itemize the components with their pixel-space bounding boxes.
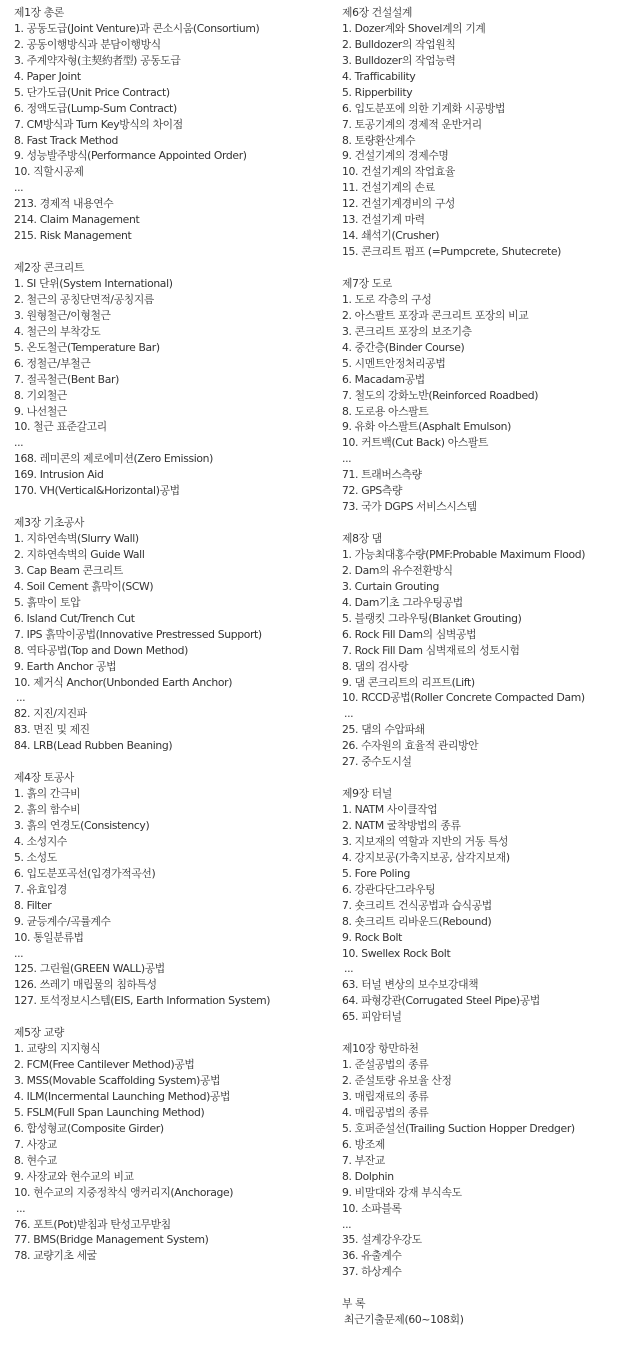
toc-item: 5. 블랭킷 그라우팅(Blanket Grouting): [342, 611, 522, 625]
toc-item: 82. 지진/지진파: [14, 707, 87, 721]
chapter-title: 제9장 터널: [342, 787, 392, 801]
toc-item: 4. 소성지수: [14, 834, 68, 848]
toc-item: 8. 도로용 아스팔트: [342, 404, 429, 418]
chapter-section: [14, 260, 332, 499]
chapter-title: 제8장 댐: [342, 532, 382, 546]
toc-item: 1. 준설공법의 종류: [342, 1058, 429, 1072]
chapter-section: [14, 5, 332, 244]
toc-item: 1. Dozer계와 Shovel계의 기계: [342, 21, 486, 35]
toc-item: 9. 사장교와 현수교의 비교: [14, 1169, 134, 1183]
chapter-title: 제10장 항만하천: [342, 1042, 419, 1056]
toc-item: 2. FCM(Free Cantilever Method)공법: [14, 1058, 195, 1072]
toc-item: 5. 시멘트안정처리공법: [342, 356, 446, 370]
toc-item: 2. NATM 굴착방법의 종류: [342, 819, 461, 832]
toc-item: 83. 면진 및 제진: [14, 723, 90, 737]
chapter-section: [342, 1041, 627, 1280]
toc-item: 6. 정액도급(Lump-Sum Contract): [14, 101, 177, 115]
toc-item: 14. 쇄석기(Crusher): [342, 229, 440, 243]
chapter-title: 제2장 콘크리트: [14, 261, 85, 275]
toc-item: 64. 파형강관(Corrugated Steel Pipe)공법: [342, 994, 540, 1008]
toc-item: 126. 쓰레기 매립물의 침하특성: [14, 978, 157, 992]
toc-item: 5. 호퍼준설선(Trailing Suction Hopper Dredger): [342, 1121, 575, 1135]
toc-item: 8. 숏크리트 리바운드(Rebound): [342, 914, 492, 928]
toc-item: 4. 중간층(Binder Course): [342, 340, 465, 354]
toc-item: 63. 터널 변상의 보수보강대책: [342, 978, 479, 992]
toc-item: 10. RCCD공법(Roller Concrete Compacted Dam): [342, 691, 585, 705]
toc-item: 6. Rock Fill Dam의 심벽공법: [342, 627, 477, 641]
toc-item: 72. GPS측량: [342, 484, 403, 498]
toc-item: 1. SI 단위(System International): [14, 277, 173, 290]
toc-item: 9. Earth Anchor 공법: [14, 659, 117, 673]
toc-item: 3. 흙의 연경도(Consistency): [14, 819, 150, 832]
toc-item: 10. 통일분류법: [14, 930, 84, 944]
toc-item: 6. 방조제: [342, 1137, 385, 1151]
toc-item: 37. 하상계수: [342, 1265, 402, 1279]
toc-item: 9. 건설기계의 경제수명: [342, 149, 449, 163]
toc-item: 1. NATM 사이클작업: [342, 803, 438, 817]
chapter-title: 제1장 총론: [14, 6, 64, 19]
toc-item: 4. 강지보공(가축지보공, 삼각지보재): [342, 850, 510, 864]
toc-item: 7. 절곡철근(Bent Bar): [14, 372, 119, 386]
toc-item: 2. Bulldozer의 작업원칙: [342, 37, 456, 51]
chapter-section: [342, 1296, 627, 1328]
toc-item: 8. 기외철근: [14, 388, 68, 402]
toc-item: 4. Soil Cement 흙막이(SCW): [14, 579, 154, 593]
toc-item: 7. 숏크리트 건식공법과 습식공법: [342, 898, 492, 912]
toc-item: 3. 원형철근/이형철근: [14, 308, 111, 322]
toc-item: 9. 유화 아스팔트(Asphalt Emulson): [342, 420, 511, 434]
ellipsis-marker: ...: [14, 436, 24, 450]
toc-item: 2. 흙의 함수비: [14, 803, 81, 817]
toc-item: 10. 제거식 Anchor(Unbonded Earth Anchor): [14, 675, 233, 689]
toc-item: 최근기출문제(60~108회): [344, 1313, 464, 1327]
toc-item: 10. 현수교의 지중정착식 앵커리지(Anchorage): [14, 1185, 234, 1199]
chapter-title: 제5장 교량: [14, 1026, 64, 1040]
chapter-section: [342, 531, 627, 770]
toc-item: 76. 포트(Pot)받침과 탄성고무받침: [14, 1217, 171, 1231]
ellipsis-marker: ...: [14, 946, 24, 960]
toc-item: 3. 지보재의 역할과 지반의 거동 특성: [342, 834, 509, 848]
toc-item: 8. 역타공법(Top and Down Method): [14, 643, 188, 657]
toc-item: 2. 철근의 공칭단면적/공칭지름: [14, 292, 155, 306]
toc-item: 214. Claim Management: [14, 213, 140, 227]
chapter-title: 제6장 건설설계: [342, 6, 413, 19]
toc-item: 1. 지하연속벽(Slurry Wall): [14, 532, 139, 546]
toc-item: 4. Dam기초 그라우팅공법: [342, 595, 463, 609]
toc-item: 2. 아스팔트 포장과 콘크리트 포장의 비교: [342, 308, 529, 322]
toc-item: 15. 콘크리트 펌프 (=Pumpcrete, Shutecrete): [342, 245, 562, 259]
toc-item: 2. 지하연속벽의 Guide Wall: [14, 548, 145, 561]
toc-item: 7. 토공기계의 경제적 운반거리: [342, 117, 482, 131]
toc-item: 5. Ripperbility: [342, 85, 413, 99]
toc-item: 215. Risk Management: [14, 229, 132, 243]
toc-item: 9. 균등계수/곡률계수: [14, 914, 111, 928]
toc-item: 6. 입도분포에 의한 기계화 시공방법: [342, 101, 506, 115]
toc-item: 1. 흙의 간극비: [14, 787, 81, 801]
chapter-section: [14, 770, 332, 1009]
toc-item: 84. LRB(Lead Rubben Beaning): [14, 739, 173, 753]
toc-item: 73. 국가 DGPS 서비스시스템: [342, 500, 477, 514]
toc-item: 9. Rock Bolt: [342, 930, 403, 944]
toc-item: 9. 나선철근: [14, 404, 68, 418]
toc-item: 125. 그린월(GREEN WALL)공법: [14, 962, 165, 976]
toc-item: 3. 콘크리트 포장의 보조기층: [342, 324, 472, 338]
chapter-title: 제7장 도로: [342, 277, 392, 290]
toc-item: 2. 준설토량 유보율 산정: [342, 1074, 452, 1088]
ellipsis-marker: ...: [14, 181, 24, 195]
toc-item: 8. Fast Track Method: [14, 133, 119, 147]
toc-item: 5. 온도철근(Temperature Bar): [14, 340, 160, 354]
toc-item: 3. Bulldozer의 작업능력: [342, 53, 456, 67]
toc-item: 10. 철근 표준갈고리: [14, 420, 107, 434]
toc-item: 77. BMS(Bridge Management System): [14, 1233, 209, 1247]
chapter-section: [14, 515, 332, 754]
ellipsis-marker: ...: [342, 1217, 352, 1231]
ellipsis-marker: ...: [16, 691, 26, 705]
toc-item: 170. VH(Vertical&Horizontal)공법: [14, 484, 180, 498]
toc-item: 7. 부잔교: [342, 1153, 385, 1167]
toc-item: 11. 건설기계의 손료: [342, 181, 435, 195]
toc-item: 36. 유출계수: [342, 1249, 402, 1263]
toc-item: 5. 단가도급(Unit Price Contract): [14, 85, 170, 99]
toc-item: 5. Fore Poling: [342, 866, 410, 880]
ellipsis-marker: ...: [342, 452, 352, 466]
toc-item: 3. Curtain Grouting: [342, 579, 439, 593]
toc-item: 127. 토석정보시스템(EIS, Earth Information System): [14, 994, 271, 1008]
ellipsis-marker: ...: [16, 1201, 26, 1215]
toc-item: 10. 직할시공제: [14, 165, 84, 179]
chapter-title: 제3장 기초공사: [14, 516, 85, 530]
toc-item: 6. 강관다단그라우팅: [342, 882, 436, 896]
toc-item: 6. 합성형교(Composite Girder): [14, 1121, 164, 1135]
toc-item: 9. 비말대와 강재 부식속도: [342, 1185, 462, 1199]
ellipsis-marker: ...: [344, 707, 354, 721]
chapter-section: [14, 1025, 332, 1264]
toc-item: 3. MSS(Movable Scaffolding System)공법: [14, 1074, 221, 1088]
toc-item: 1. 가능최대홍수량(PMF:Probable Maximum Flood): [342, 548, 586, 561]
toc-item: 10. 소파블록: [342, 1201, 402, 1215]
chapter-section: [342, 786, 627, 1025]
toc-item: 71. 트래버스측량: [342, 468, 422, 482]
chapter-title: 제4장 토공사: [14, 771, 74, 785]
toc-item: 4. 매립공법의 종류: [342, 1105, 429, 1119]
toc-item: 8. 현수교: [14, 1153, 57, 1167]
toc-item: 4. 철근의 부착강도: [14, 324, 101, 338]
toc-item: 13. 건설기계 마력: [342, 213, 425, 227]
toc-item: 6. Macadam공법: [342, 372, 425, 386]
ellipsis-marker: ...: [344, 962, 354, 976]
toc-item: 5. 흙막이 토압: [14, 595, 81, 609]
toc-item: 9. 성능발주방식(Performance Appointed Order): [14, 149, 247, 163]
toc-item: 27. 중수도시설: [342, 755, 412, 769]
toc-item: 7. IPS 흙막이공법(Innovative Prestressed Support): [14, 627, 262, 641]
toc-item: 7. 철도의 강화노반(Reinforced Roadbed): [342, 388, 539, 402]
toc-item: 65. 피암터널: [342, 1010, 402, 1024]
toc-item: 8. 토량환산계수: [342, 133, 416, 147]
toc-item: 7. 사장교: [14, 1137, 57, 1151]
toc-item: 4. Trafficability: [342, 69, 416, 83]
toc-item: 6. 정철근/부철근: [14, 356, 91, 370]
toc-item: 10. Swellex Rock Bolt: [342, 946, 451, 960]
toc-item: 7. CM방식과 Turn Key방식의 차이점: [14, 117, 183, 131]
chapter-section: [342, 5, 627, 260]
toc-item: 6. Island Cut/Trench Cut: [14, 611, 135, 625]
toc-item: 9. 댐 콘크리트의 리프트(Lift): [342, 675, 475, 689]
toc-item: 5. FSLM(Full Span Launching Method): [14, 1105, 205, 1119]
toc-item: 8. Dolphin: [342, 1169, 394, 1183]
toc-item: 3. Cap Beam 콘크리트: [14, 563, 123, 577]
toc-item: 26. 수자원의 효율적 관리방안: [342, 739, 479, 753]
toc-item: 5. 소성도: [14, 850, 57, 864]
toc-item: 7. Rock Fill Dam 심벽재료의 성토시험: [342, 643, 520, 657]
toc-item: 3. 주계약자형(主契約者型) 공동도급: [14, 53, 181, 67]
toc-item: 1. 교량의 지지형식: [14, 1042, 101, 1056]
left-column: [14, 5, 332, 1280]
toc-item: 2. 공동이행방식과 분담이행방식: [14, 37, 161, 51]
right-column: [342, 5, 627, 1344]
toc-item: 4. Paper Joint: [14, 69, 81, 83]
toc-item: 213. 경제적 내용연수: [14, 197, 114, 211]
toc-item: 78. 교량기초 세굴: [14, 1249, 97, 1263]
toc-item: 3. 매립재료의 종류: [342, 1090, 429, 1103]
chapter-section: [342, 276, 627, 515]
toc-item: 12. 건설기계경비의 구성: [342, 197, 456, 211]
toc-item: 10. 커트백(Cut Back) 아스팔트: [342, 436, 489, 450]
toc-item: 1. 도로 각층의 구성: [342, 292, 432, 306]
toc-item: 168. 레미콘의 제로에미션(Zero Emission): [14, 452, 214, 466]
toc-item: 2. Dam의 유수전환방식: [342, 563, 453, 577]
toc-item: 25. 댐의 수압파쇄: [342, 723, 425, 737]
toc-item: 4. ILM(Incermental Launching Method)공법: [14, 1090, 231, 1103]
chapter-title: 부 록: [342, 1297, 366, 1311]
toc-item: 6. 입도분포곡선(입경가적곡선): [14, 866, 156, 880]
toc-item: 35. 설계강우강도: [342, 1233, 422, 1247]
toc-item: 1. 공동도급(Joint Venture)과 콘소시움(Consortium): [14, 21, 260, 35]
toc-item: 8. Filter: [14, 898, 52, 912]
toc-item: 7. 유효입경: [14, 882, 68, 896]
toc-item: 10. 건설기계의 작업효율: [342, 165, 456, 179]
toc-item: 8. 댐의 검사랑: [342, 659, 409, 673]
toc-item: 169. Intrusion Aid: [14, 468, 104, 482]
